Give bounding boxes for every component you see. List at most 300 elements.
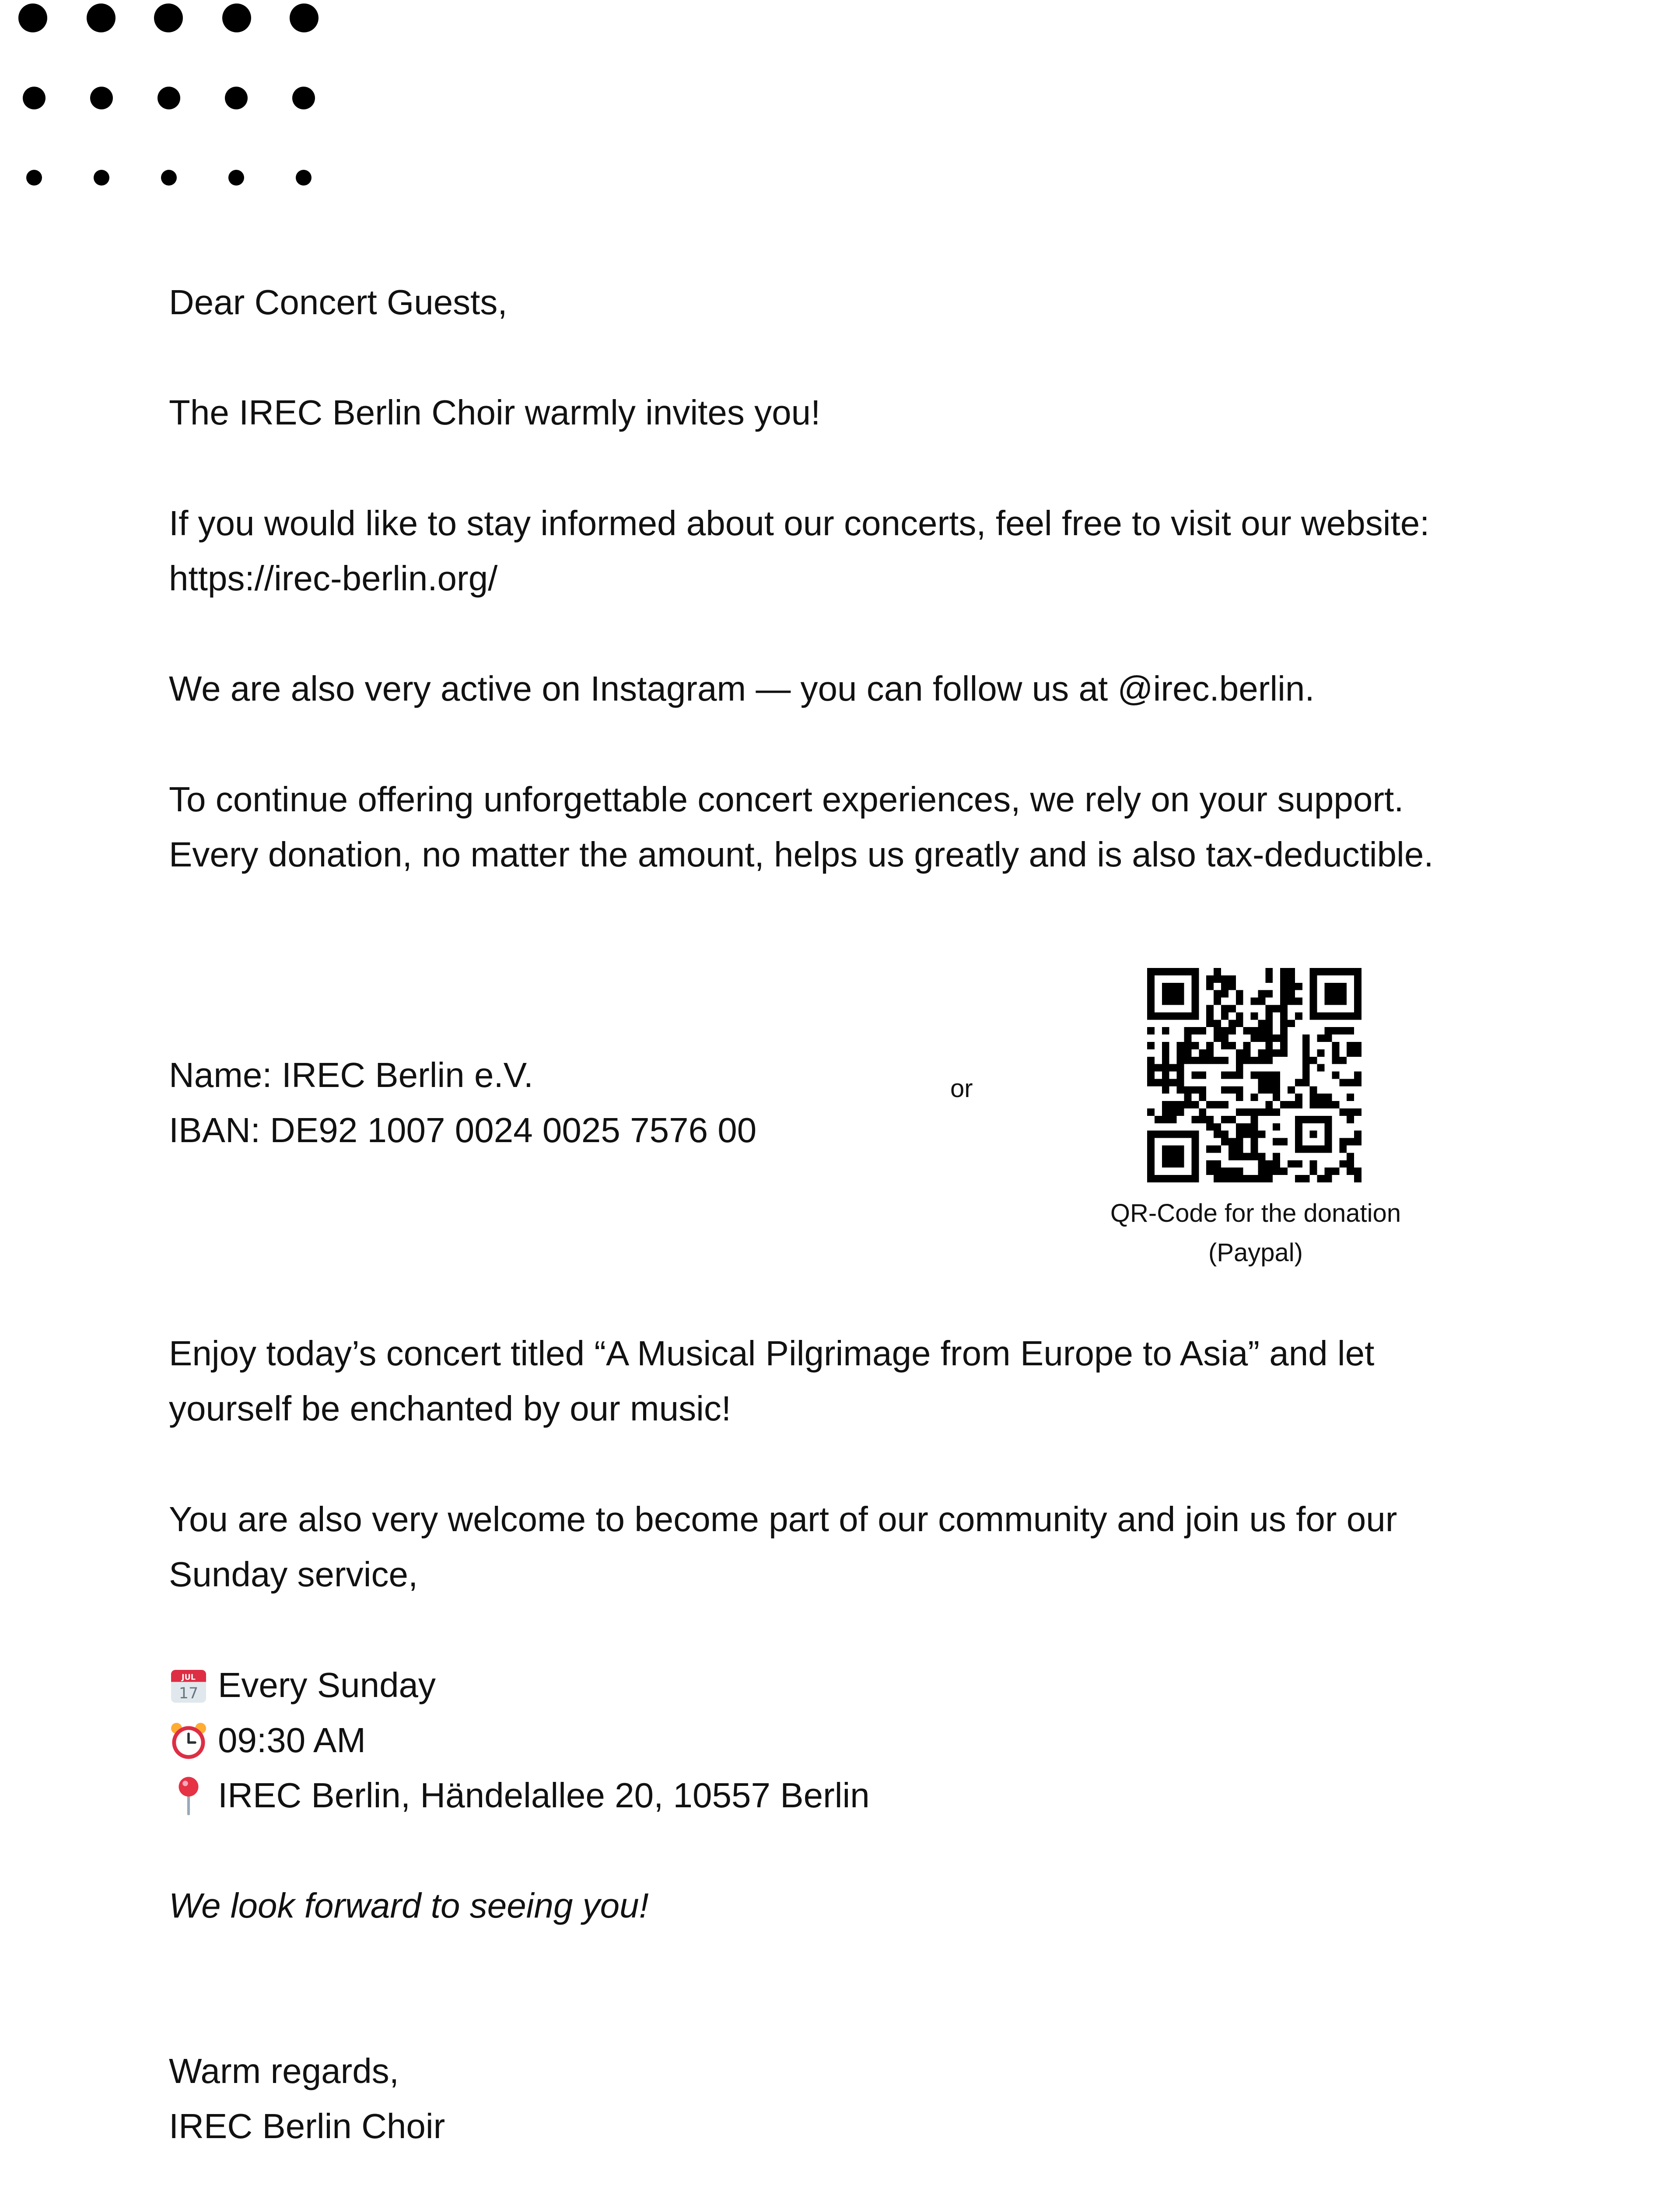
qr-module: [1354, 1168, 1362, 1175]
qr-module: [1280, 1042, 1288, 1049]
qr-module: [1199, 1049, 1206, 1057]
qr-module: [1243, 1131, 1251, 1138]
qr-module: [1310, 1094, 1317, 1101]
qr-module: [1199, 1072, 1206, 1079]
qr-module: [1265, 990, 1273, 998]
qr-module: [1280, 1005, 1288, 1012]
qr-module: [1265, 1175, 1273, 1182]
qr-module: [1258, 990, 1265, 998]
qr-module: [1191, 1086, 1199, 1094]
qr-module: [1243, 1108, 1251, 1116]
qr-module: [1221, 983, 1228, 990]
qr-module: [1228, 975, 1236, 983]
qr-module: [1347, 1079, 1354, 1086]
qr-module: [1147, 1072, 1155, 1079]
decor-dot: [154, 4, 183, 32]
qr-module: [1236, 1049, 1243, 1057]
qr-module: [1354, 1138, 1362, 1146]
qr-module: [1214, 998, 1221, 1005]
qr-module: [1280, 1012, 1288, 1020]
qr-module: [1295, 1175, 1302, 1182]
qr-module: [1347, 1027, 1354, 1034]
qr-caption-line-1: QR-Code for the donation: [1110, 1199, 1401, 1227]
qr-module: [1317, 1049, 1325, 1057]
qr-module: [1265, 1072, 1273, 1079]
decor-dot: [94, 170, 109, 186]
decor-dot: [90, 87, 113, 109]
service-location-label: IREC Berlin, Händelallee 20, 10557 Berlin: [218, 1776, 870, 1815]
qr-module: [1155, 1116, 1162, 1123]
qr-module: [1325, 1027, 1332, 1034]
qr-module: [1325, 1168, 1332, 1175]
qr-module: [1273, 1079, 1280, 1086]
qr-module: [1347, 1049, 1354, 1057]
qr-module: [1221, 1138, 1228, 1146]
qr-module: [1221, 1042, 1228, 1049]
qr-module: [1177, 1101, 1184, 1108]
calendar-day: 17: [178, 1685, 199, 1702]
qr-module: [1288, 998, 1295, 1005]
decor-dot: [222, 4, 251, 32]
qr-module: [1288, 983, 1295, 990]
qr-module: [1206, 1020, 1214, 1027]
qr-module: [1273, 1049, 1280, 1057]
qr-module: [1251, 1034, 1258, 1042]
qr-module: [1155, 1079, 1162, 1086]
qr-module: [1258, 1108, 1265, 1116]
qr-module: [1184, 1027, 1191, 1034]
qr-module: [1295, 983, 1302, 990]
qr-module: [1221, 1057, 1228, 1064]
qr-module: [1332, 1042, 1339, 1049]
qr-module: [1214, 1034, 1221, 1042]
qr-module: [1162, 1057, 1169, 1064]
qr-module: [1310, 1168, 1317, 1175]
qr-module: [1273, 1072, 1280, 1079]
qr-module: [1169, 1116, 1177, 1123]
qr-module: [1228, 1153, 1236, 1160]
qr-module: [1354, 1049, 1362, 1057]
qr-module: [1199, 1116, 1206, 1123]
decor-dot: [87, 4, 116, 32]
website-text: If you would like to stay informed about our concerts, feel free to visit our website:: [169, 504, 1430, 543]
qr-module: [1288, 1101, 1295, 1108]
qr-module: [1236, 1131, 1243, 1138]
qr-module: [1177, 1064, 1184, 1072]
bank-details: [169, 1048, 756, 1158]
qr-module: [1354, 1079, 1362, 1086]
greeting: Dear Concert Guests,: [169, 283, 508, 322]
service-time: [169, 1713, 1521, 1768]
qr-module: [1214, 1057, 1221, 1064]
qr-module: [1339, 1146, 1347, 1153]
service-day: [169, 1658, 1521, 1713]
qr-module: [1191, 1027, 1199, 1034]
qr-module: [1317, 1064, 1325, 1072]
qr-module: [1162, 1086, 1169, 1094]
qr-module: [1273, 1108, 1280, 1116]
qr-module: [1147, 1079, 1155, 1086]
qr-module: [1295, 998, 1302, 1005]
qr-module: [1354, 1108, 1362, 1116]
qr-module: [1339, 1138, 1347, 1146]
qr-module: [1273, 1138, 1280, 1146]
qr-module: [1295, 1094, 1302, 1101]
qr-module: [1206, 1146, 1214, 1153]
qr-module: [1295, 1101, 1302, 1108]
qr-module: [1236, 998, 1243, 1005]
qr-module: [1184, 1049, 1191, 1057]
qr-module: [1147, 1027, 1155, 1034]
qr-module: [1206, 975, 1214, 983]
qr-module: [1317, 1094, 1325, 1101]
qr-module: [1295, 1160, 1302, 1168]
qr-module: [1302, 1034, 1310, 1042]
qr-module: [1288, 990, 1295, 998]
qr-module: [1265, 975, 1273, 983]
qr-module: [1221, 1005, 1228, 1012]
qr-module: [1236, 1057, 1243, 1064]
qr-module: [1184, 1101, 1191, 1108]
qr-module: [1302, 1049, 1310, 1057]
qr-module: [1325, 1034, 1332, 1042]
qr-module: [1155, 1064, 1162, 1072]
qr-module: [1339, 1160, 1347, 1168]
qr-module: [1302, 1175, 1310, 1182]
qr-module: [1302, 1064, 1310, 1072]
qr-module: [1310, 1101, 1317, 1108]
qr-module: [1265, 1049, 1273, 1057]
calendar-icon: [169, 1666, 208, 1705]
qr-module: [1273, 1168, 1280, 1175]
website-url[interactable]: https://irec-berlin.org/: [169, 559, 498, 598]
qr-module: [1228, 983, 1236, 990]
qr-module: [1206, 1005, 1214, 1012]
qr-module: [1177, 1079, 1184, 1086]
qr-module: [1302, 1079, 1310, 1086]
qr-module: [1184, 1057, 1191, 1064]
qr-module: [1354, 1072, 1362, 1079]
qr-module: [1280, 1168, 1288, 1175]
qr-module: [1206, 1057, 1214, 1064]
decor-dot: [225, 87, 248, 109]
qr-module: [1206, 1012, 1214, 1020]
qr-module: [1265, 968, 1273, 975]
qr-module: [1273, 1094, 1280, 1101]
qr-module: [1251, 1057, 1258, 1064]
qr-module: [1258, 1049, 1265, 1057]
qr-module: [1251, 1116, 1258, 1123]
qr-module: [1347, 1138, 1354, 1146]
qr-module: [1332, 1072, 1339, 1079]
qr-module: [1236, 1123, 1243, 1131]
qr-module: [1236, 1064, 1243, 1072]
qr-module: [1177, 1072, 1184, 1079]
qr-module: [1251, 1094, 1258, 1101]
qr-module: [1184, 1034, 1191, 1042]
qr-module: [1214, 1168, 1221, 1175]
qr-module: [1339, 1079, 1347, 1086]
qr-module: [1251, 1108, 1258, 1116]
qr-module: [1199, 1108, 1206, 1116]
qr-module: [1221, 1175, 1228, 1182]
qr-module: [1280, 1138, 1288, 1146]
qr-module: [1206, 1101, 1214, 1108]
qr-module: [1236, 1012, 1243, 1020]
service-time-label: 09:30 AM: [218, 1721, 366, 1760]
qr-module: [1258, 1153, 1265, 1160]
qr-module: [1206, 1042, 1214, 1049]
qr-module: [1332, 1027, 1339, 1034]
qr-module: [1191, 1072, 1199, 1079]
qr-module: [1280, 1101, 1288, 1108]
qr-module: [1288, 1086, 1295, 1094]
qr-module: [1214, 968, 1221, 975]
qr-module: [1325, 1175, 1332, 1182]
qr-module: [1162, 1064, 1169, 1072]
qr-module: [1347, 1160, 1354, 1168]
qr-module: [1347, 1116, 1354, 1123]
qr-module: [1295, 1012, 1302, 1020]
account-name: Name: IREC Berlin e.V.: [169, 1055, 533, 1094]
qr-module: [1310, 1160, 1317, 1168]
qr-module: [1214, 1160, 1221, 1168]
qr-module: [1339, 1027, 1347, 1034]
qr-module: [1325, 1094, 1332, 1101]
qr-module: [1280, 1034, 1288, 1042]
qr-module: [1228, 1005, 1236, 1012]
qr-module: [1243, 1042, 1251, 1049]
qr-module: [1191, 1042, 1199, 1049]
qr-module: [1251, 1131, 1258, 1138]
qr-module: [1214, 1175, 1221, 1182]
qr-module: [1280, 1027, 1288, 1034]
qr-module: [1169, 1064, 1177, 1072]
qr-module: [1347, 1153, 1354, 1160]
qr-module: [1251, 1153, 1258, 1160]
qr-module: [1177, 1049, 1184, 1057]
qr-module: [1228, 1146, 1236, 1153]
qr-module: [1184, 1042, 1191, 1049]
qr-module: [1317, 1101, 1325, 1108]
qr-module: [1347, 1042, 1354, 1049]
qr-module: [1258, 1072, 1265, 1079]
regards: Warm regards,: [169, 2051, 399, 2090]
qr-module: [1191, 1101, 1199, 1108]
qr-module: [1243, 1175, 1251, 1182]
qr-module: [1228, 1175, 1236, 1182]
qr-module: [1258, 1057, 1265, 1064]
qr-module: [1280, 998, 1288, 1005]
calendar-month: JUL: [182, 1673, 196, 1682]
qr-module: [1332, 1049, 1339, 1057]
qr-module: [1288, 968, 1295, 975]
qr-module: [1251, 1138, 1258, 1146]
qr-module: [1236, 1153, 1243, 1160]
qr-module: [1317, 1175, 1325, 1182]
qr-module: [1228, 1116, 1236, 1123]
qr-module: [1214, 1027, 1221, 1034]
qr-module: [1236, 990, 1243, 998]
qr-module: [1214, 1123, 1221, 1131]
service-location: [169, 1768, 1521, 1823]
qr-module: [1302, 1042, 1310, 1049]
qr-module: [1354, 1131, 1362, 1138]
qr-module: [1236, 1020, 1243, 1027]
qr-module: [1251, 1027, 1258, 1034]
qr-module: [1273, 1153, 1280, 1160]
welcome-line-2: Sunday service,: [169, 1555, 418, 1594]
support-line-2: Every donation, no matter the amount, helps us greatly and is also tax-deductible.: [169, 835, 1434, 874]
qr-module: [1214, 1131, 1221, 1138]
qr-module: [1354, 1042, 1362, 1049]
qr-module: [1265, 1160, 1273, 1168]
qr-module: [1347, 1108, 1354, 1116]
qr-module: [1221, 1116, 1228, 1123]
qr-module: [1162, 1108, 1169, 1116]
qr-module: [1206, 1160, 1214, 1168]
qr-module: [1265, 1020, 1273, 1027]
qr-module: [1169, 1108, 1177, 1116]
qr-module: [1162, 1042, 1169, 1049]
qr-module: [1251, 1012, 1258, 1020]
qr-module: [1243, 1049, 1251, 1057]
qr-module: [1273, 1160, 1280, 1168]
qr-module: [1162, 1101, 1169, 1108]
qr-module: [1214, 1146, 1221, 1153]
qr-module: [1214, 990, 1221, 998]
qr-module: [1347, 1168, 1354, 1175]
qr-module: [1243, 1027, 1251, 1034]
decor-dot: [296, 170, 312, 186]
qr-module: [1214, 1101, 1221, 1108]
qr-module: [1354, 1175, 1362, 1182]
qr-module: [1325, 1101, 1332, 1108]
qr-module: [1169, 1101, 1177, 1108]
qr-module: [1221, 975, 1228, 983]
qr-module: [1228, 1042, 1236, 1049]
qr-module: [1228, 1086, 1236, 1094]
decor-dot: [23, 87, 46, 109]
qr-module: [1258, 1175, 1265, 1182]
qr-module: [1228, 1027, 1236, 1034]
welcome-line-1: You are also very welcome to become part of our community and join us for our: [169, 1500, 1397, 1539]
qr-module: [1177, 1108, 1184, 1116]
qr-module: [1273, 1086, 1280, 1094]
qr-module: [1177, 1057, 1184, 1064]
qr-module: [1258, 1034, 1265, 1042]
qr-module: [1199, 1086, 1206, 1094]
qr-module: [1258, 1027, 1265, 1034]
qr-module: [1199, 1094, 1206, 1101]
qr-module: [1251, 1072, 1258, 1079]
qr-module: [1265, 1108, 1273, 1116]
qr-module: [1162, 1072, 1169, 1079]
pushpin-icon: [169, 1776, 208, 1815]
qr-module: [1243, 1153, 1251, 1160]
decor-dot: [161, 170, 177, 186]
qr-module: [1273, 1034, 1280, 1042]
qr-module: [1221, 1034, 1228, 1042]
qr-module: [1280, 990, 1288, 998]
qr-module: [1236, 1094, 1243, 1101]
decor-dot: [292, 87, 315, 109]
qr-module: [1317, 1034, 1325, 1042]
qr-module: [1258, 1131, 1265, 1138]
qr-module: [1206, 1116, 1214, 1123]
qr-module: [1147, 1108, 1155, 1116]
qr-module: [1221, 1086, 1228, 1094]
qr-module: [1273, 1123, 1280, 1131]
qr-module: [1265, 1168, 1273, 1175]
qr-module: [1228, 1020, 1236, 1027]
qr-module: [1236, 1086, 1243, 1094]
qr-module: [1265, 1079, 1273, 1086]
qr-module: [1280, 1049, 1288, 1057]
qr-module: [1280, 983, 1288, 990]
qr-module: [1162, 1027, 1169, 1034]
qr-module: [1236, 1108, 1243, 1116]
qr-module: [1236, 1138, 1243, 1146]
qr-module: [1221, 1168, 1228, 1175]
qr-module: [1191, 1116, 1199, 1123]
service-day-label: Every Sunday: [218, 1666, 436, 1704]
qr-module: [1265, 1057, 1273, 1064]
qr-module: [1302, 1057, 1310, 1064]
qr-module: [1221, 1131, 1228, 1138]
qr-module: [1265, 1086, 1273, 1094]
qr-module: [1258, 1168, 1265, 1175]
qr-module: [1162, 1049, 1169, 1057]
qr-module: [1199, 1057, 1206, 1064]
decor-dot: [26, 170, 42, 186]
qr-module: [1162, 1116, 1169, 1123]
qr-module: [1251, 1123, 1258, 1131]
qr-module: [1228, 1072, 1236, 1079]
qr-module: [1206, 1049, 1214, 1057]
qr-module: [1236, 1168, 1243, 1175]
qr-module: [1310, 1086, 1317, 1094]
qr-module: [1265, 1005, 1273, 1012]
qr-module: [1258, 1086, 1265, 1094]
qr-module: [1221, 1027, 1228, 1034]
qr-module: [1177, 1042, 1184, 1049]
qr-module: [1280, 975, 1288, 983]
qr-module: [1162, 1079, 1169, 1086]
qr-module: [1214, 975, 1221, 983]
qr-module: [1265, 1012, 1273, 1020]
qr-module: [1236, 1175, 1243, 1182]
qr-module: [1206, 1168, 1214, 1175]
qr-module: [1265, 1034, 1273, 1042]
qr-module: [1147, 1064, 1155, 1072]
qr-module: [1184, 1086, 1191, 1094]
qr-module: [1228, 1168, 1236, 1175]
qr-module: [1184, 1094, 1191, 1101]
qr-module: [1265, 1027, 1273, 1034]
qr-caption: [1085, 1194, 1426, 1273]
decor-dot: [290, 4, 318, 32]
qr-module: [1221, 1012, 1228, 1020]
qr-module: [1347, 1094, 1354, 1101]
qr-module: [1147, 1042, 1155, 1049]
qr-module: [1206, 1123, 1214, 1131]
qr-code[interactable]: [1147, 968, 1362, 1182]
qr-module: [1295, 1079, 1302, 1086]
alarm-clock-icon: [169, 1721, 208, 1760]
concert-line-2: yourself be enchanted by our music!: [169, 1389, 732, 1428]
qr-module: [1169, 1079, 1177, 1086]
